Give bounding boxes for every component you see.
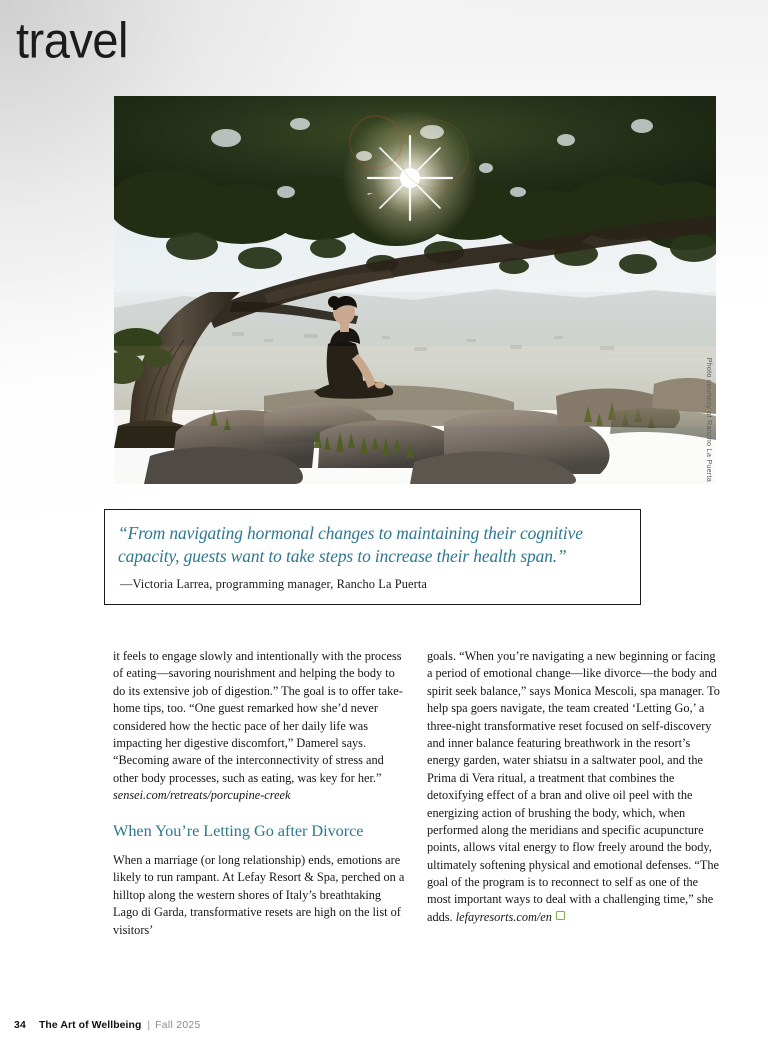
section-subhead: When You’re Letting Go after Divorce [113,820,364,840]
folio-page-number: 34 [14,1020,26,1031]
hero-photo [114,96,716,484]
url-sensei[interactable]: sensei.com/retreats/porcupine-creek [113,788,291,803]
url-lefay[interactable]: lefayresorts.com/en [455,909,552,924]
body-column-left [113,648,406,939]
page-footer [14,1020,201,1031]
paragraph-right-1-text: goals. “When you’re navigating a new beginning or facing a period of emotional change—like divorce—the body and spirit seek balance,” says Monica Mescoli, spa manager. To help spa goers navigate, the team created ‘Letting Go,’ a three-night transformative reset focused on self-discovery and inner balance featuring breathwork in the resort’s energy garden, water shiatsu in a saltwater pool, and the Prima di Vera ritual, a treatment that combines the detoxifying effect of a bran and olive oil peel with the energizing action of brushing the body, which, when performed along the meridians and specific acupuncture points, allows vital energy to flow freely around the body, ultimately softening physical and emotional defenses. “The goal of the program is to reconnect to self as one of the most important ways to deal with a challenging time,” she adds. [427,649,720,924]
end-of-article-mark-icon [556,911,565,920]
paragraph-left-1 [113,648,406,805]
footer-separator: | [147,1020,151,1031]
photo-illustration [114,96,716,484]
paragraph-left-1-text: it feels to engage slowly and intentionally with the process of eating—savoring nourishment and helping the body to do its extensive job of digestion.” The goal is to offer take-home tips, too. “One guest remarked how she’d never considered how the hectic pace of her daily life was impacting her digestive discomfort,” Damerel says. “Becoming aware of the interconnectivity of stress and other body processes, such as eating, was key for her.” [113,649,403,785]
pull-quote-box [104,509,641,605]
pull-quote-text: “From navigating hormonal changes to maintaining their cognitive capacity, guests want to take steps to increase their health span.” [118,523,583,567]
page-kicker: travel [16,11,128,68]
magazine-title: The Art of Wellbeing [38,1020,142,1031]
pull-quote-attribution: —Victoria Larrea, programming manager, Rancho La Puerta [120,577,428,592]
paragraph-left-2: When a marriage (or long relationship) ends, emotions are likely to run rampant. At Lefay Resort & Spa, perched on a hilltop along the western shores of Italy’s breathtaking Lago di Garda, transformative resets are high on the list of visitors’ [113,853,405,937]
hero-photo-image [114,96,716,484]
photo-credit: Photo courtesy of Rancho La Puerta [705,357,714,482]
issue-date: Fall 2025 [155,1020,201,1031]
paragraph-right-1 [427,648,723,926]
body-column-right [427,648,723,926]
